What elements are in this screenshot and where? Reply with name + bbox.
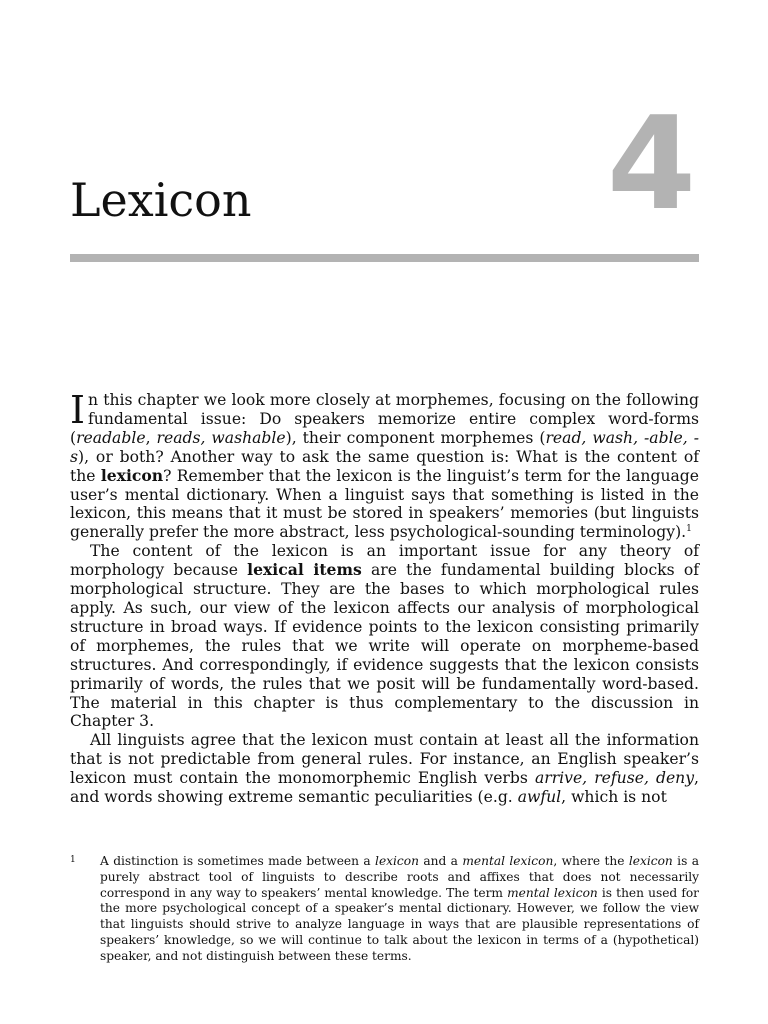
paragraph-3 — [70, 731, 699, 807]
drop-cap: I — [70, 388, 86, 432]
chapter-title: Lexicon — [70, 173, 252, 227]
paragraph-2 — [70, 542, 699, 731]
text-run: The content of the lexicon is an important issue for any theory of morphology because — [70, 542, 699, 580]
italic-term: lexicon — [375, 854, 419, 868]
text-run: is then used for the more psychological concept of a speaker’s mental dictionary. However, we follow the view that linguists should strive to analyze language in ways that are plausible representations of speakers’ knowledge, so we will continue to talk about the lexicon in terms of a (hypothetical) speaker, and not distinguish between these terms. — [100, 885, 700, 963]
chapter-number: 4 — [606, 90, 696, 239]
text-run: A distinction is sometimes made between a — [100, 854, 376, 868]
bold-term: lexical items — [247, 560, 362, 580]
text-run: , which is not — [561, 788, 667, 807]
footnote-text — [100, 854, 699, 965]
italic-term: arrive, refuse, deny — [534, 769, 695, 788]
text-run: All linguists agree that the lexicon must contain at least all the information that is not predictable from general rules. For instance, an English speaker’s lexicon must contain the monomorphemic English verbs — [70, 731, 699, 788]
italic-term: mental lexicon — [462, 854, 554, 868]
text-run: , — [145, 428, 157, 447]
italic-term: mental lexicon — [507, 885, 598, 900]
text-run: and a — [418, 854, 463, 868]
text-run: are the fundamental building blocks of morphological structure. They are the bases to which morphological rules apply. As such, our view of the lexicon affects our analysis of morphological structure in broad ways. If evidence points to the lexicon consisting primarily of morphemes, the rules that we write will operate on morpheme-based structures. And correspondingly, if evidence suggests that the lexicon consists primarily of words, the rules that we posit will be fundamentally word-based. The material in this chapter is thus complementary to the discussion in Chapter 3. — [70, 561, 699, 731]
footnote — [70, 854, 699, 965]
paragraph-1 — [70, 388, 699, 542]
text-run: ), their component morphemes ( — [285, 428, 546, 447]
body-text — [70, 388, 699, 807]
text-run: is a purely abstract tool of linguists to describe roots and affixes that does not necessarily correspond in any way to speakers’ mental knowledge. The term — [100, 854, 699, 900]
footnote-reference[interactable]: 1 — [686, 524, 692, 535]
text-run: ), or both? Another way to ask the same question is: What is the content of the — [70, 447, 699, 485]
text-run: n this chapter we look more closely at morphemes, focusing on the following fundamental issue: Do speakers memorize entire complex word-forms ( — [70, 391, 699, 447]
text-run: ? Remember that the lexicon is the linguist’s term for the language user’s mental dictionary. When a linguist says that something is listed in the lexicon, this means that it must be stored in speakers’ memories (but linguists generally prefer the more abstract, less psychological-sounding terminology). — [70, 466, 699, 542]
italic-term: reads, washable — [156, 428, 286, 447]
italic-term: awful — [517, 788, 562, 807]
bold-term: lexicon — [100, 465, 164, 485]
italic-term: lexicon — [628, 854, 673, 868]
footnote-number: 1 — [70, 855, 76, 865]
text-run: , and words showing extreme semantic peculiarities (e.g. — [70, 769, 699, 807]
italic-term: read, wash, -able, -s — [70, 428, 699, 466]
title-rule — [70, 254, 699, 262]
text-run: , where the — [553, 854, 629, 868]
italic-term: readable — [76, 428, 146, 447]
